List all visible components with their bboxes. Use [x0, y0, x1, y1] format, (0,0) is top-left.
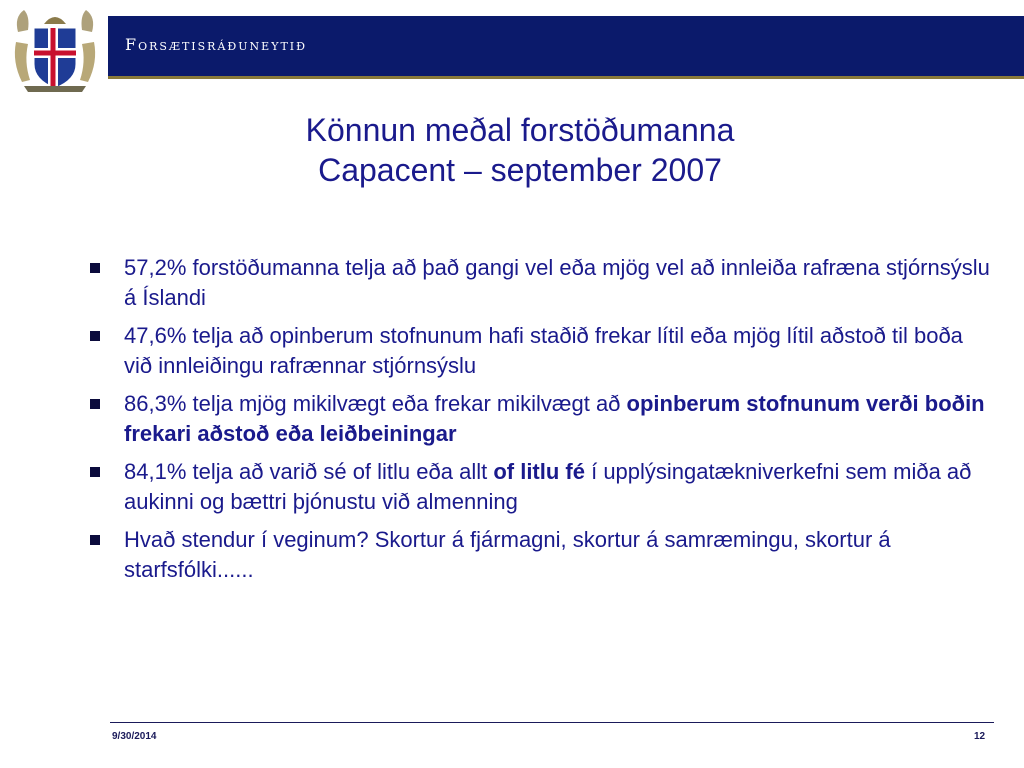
page-number: 12 — [974, 731, 986, 742]
bullet-text: 86,3% telja mjög mikilvægt eða frekar mikilvægt að — [124, 391, 627, 416]
bullet-emphasis-text: of litlu fé — [493, 459, 585, 484]
bullet-square-icon — [90, 263, 100, 273]
bullet-text: Hvað stendur í veginum? Skortur á fjármagni, skortur á samræmingu, skortur á starfsfólki...... — [124, 527, 891, 582]
bullet-item — [86, 389, 996, 449]
bullet-text: 47,6% telja að opinberum stofnunum hafi staðið frekar lítil eða mjög lítil aðstoð til boða við innleiðingu rafrænnar stjórnsýslu — [124, 323, 963, 378]
bullet-text: 84,1% telja að varið sé of litlu eða allt — [124, 459, 494, 484]
footer-date: 9/30/2014 — [112, 731, 157, 742]
bullet-list — [86, 253, 996, 593]
coat-of-arms-logo — [10, 2, 100, 94]
bullet-item — [86, 321, 996, 381]
slide-title-line-2: Capacent – september 2007 — [318, 152, 722, 188]
bullet-text: í upplýsingatækniverkefni sem miða að aukinni og bættri þjónustu við almenning — [124, 459, 972, 514]
slide-title — [130, 110, 910, 190]
bullet-square-icon — [90, 399, 100, 409]
ministry-name: Forsætisráðuneytið — [125, 35, 308, 54]
bullet-emphasis-text: opinberum stofnunum verði boðin frekari aðstoð eða leiðbeiningar — [124, 391, 985, 446]
bullet-item — [86, 525, 996, 585]
footer-divider — [110, 722, 994, 723]
bullet-square-icon — [90, 467, 100, 477]
slide-title-line-1: Könnun meðal forstöðumanna — [305, 112, 735, 148]
bullet-square-icon — [90, 331, 100, 341]
bullet-item — [86, 253, 996, 313]
bullet-text: 57,2% forstöðumanna telja að það gangi vel eða mjög vel að innleiða rafræna stjórnsýslu á Íslandi — [124, 255, 990, 310]
bullet-square-icon — [90, 535, 100, 545]
bullet-item — [86, 457, 996, 517]
header-divider — [108, 76, 1024, 79]
